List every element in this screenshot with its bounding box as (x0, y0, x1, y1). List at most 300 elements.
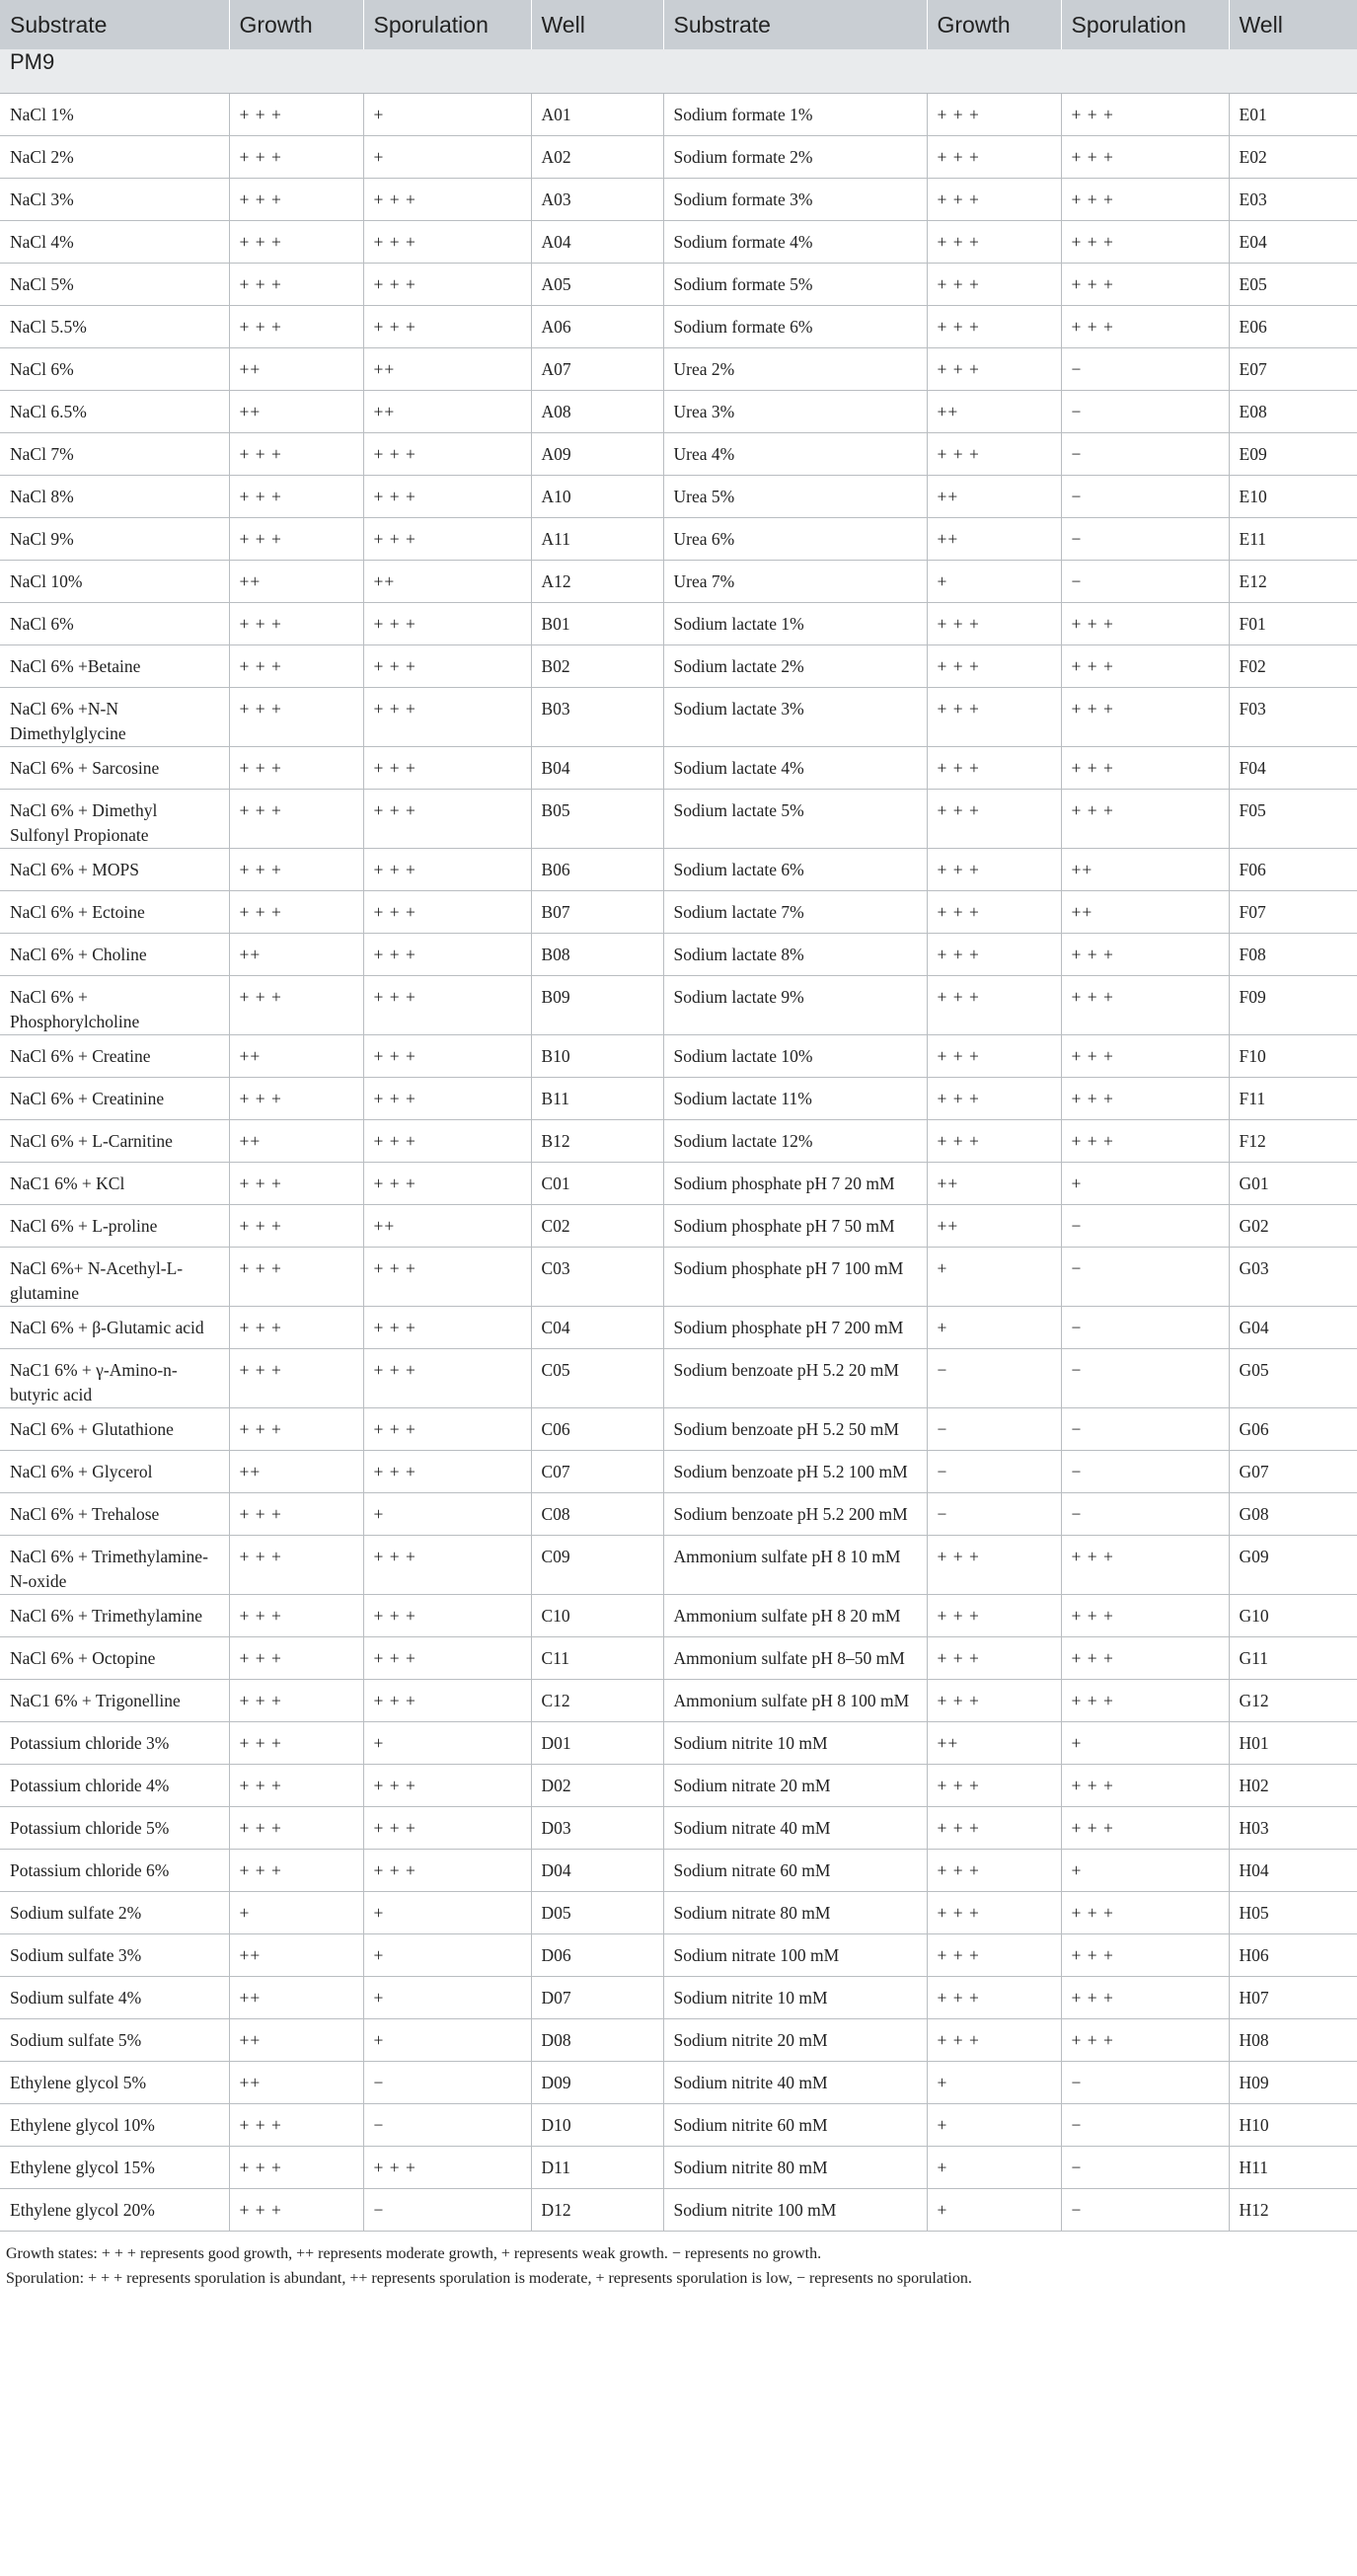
substrate-cell: Sodium nitrite 10 mM (663, 1721, 927, 1764)
header-substrate: Substrate (663, 0, 927, 49)
header-substrate: Substrate (0, 0, 229, 49)
well-cell: A01 (531, 93, 663, 135)
substrate-cell: Sodium lactate 7% (663, 890, 927, 933)
well-cell: H01 (1229, 1721, 1357, 1764)
well-cell: E09 (1229, 432, 1357, 475)
well-cell: B08 (531, 933, 663, 975)
well-cell: A08 (531, 390, 663, 432)
substrate-cell: NaCl 6% + L-Carnitine (0, 1119, 229, 1162)
growth-cell: − (927, 1492, 1061, 1535)
substrate-cell: NaCl 1% (0, 93, 229, 135)
substrate-cell: Potassium chloride 6% (0, 1849, 229, 1891)
well-cell: H09 (1229, 2061, 1357, 2103)
substrate-cell: Ethylene glycol 20% (0, 2188, 229, 2231)
growth-cell: + + + (229, 746, 363, 789)
sporulation-cell: + + + (363, 746, 531, 789)
growth-cell: + + + (229, 1721, 363, 1764)
substrate-cell: NaCl 6% + β-Glutamic acid (0, 1306, 229, 1348)
substrate-cell: Ammonium sulfate pH 8 100 mM (663, 1679, 927, 1721)
substrate-cell: Sodium sulfate 5% (0, 2018, 229, 2061)
sporulation-cell: ++ (1061, 890, 1229, 933)
growth-cell: + (927, 1306, 1061, 1348)
sporulation-cell: + + + (363, 933, 531, 975)
well-cell: B10 (531, 1034, 663, 1077)
table-row (0, 1976, 1357, 2018)
sporulation-cell: + + + (363, 602, 531, 644)
substrate-cell: NaCl 6% + MOPS (0, 848, 229, 890)
growth-cell: ++ (229, 390, 363, 432)
well-cell: A12 (531, 560, 663, 602)
well-cell: B07 (531, 890, 663, 933)
well-cell: E08 (1229, 390, 1357, 432)
table-row (0, 1806, 1357, 1849)
table-row (0, 263, 1357, 305)
sporulation-cell: + + + (1061, 135, 1229, 178)
sporulation-cell: − (1061, 2103, 1229, 2146)
well-cell: A03 (531, 178, 663, 220)
sporulation-cell: − (1061, 1407, 1229, 1450)
substrate-cell: Sodium lactate 5% (663, 789, 927, 848)
sporulation-cell: + + + (1061, 1764, 1229, 1806)
well-cell: A07 (531, 347, 663, 390)
sporulation-cell: + (363, 135, 531, 178)
sporulation-cell: + + + (363, 1348, 531, 1407)
substrate-cell: Urea 7% (663, 560, 927, 602)
table-row (0, 1535, 1357, 1594)
growth-cell: + + + (927, 933, 1061, 975)
table-row (0, 305, 1357, 347)
well-cell: G11 (1229, 1636, 1357, 1679)
well-cell: C01 (531, 1162, 663, 1204)
well-cell: D04 (531, 1849, 663, 1891)
sporulation-cell: + (1061, 1162, 1229, 1204)
well-cell: B03 (531, 687, 663, 746)
table-row (0, 1034, 1357, 1077)
substrate-cell: Ethylene glycol 10% (0, 2103, 229, 2146)
table-row (0, 432, 1357, 475)
well-cell: C02 (531, 1204, 663, 1247)
well-cell: F08 (1229, 933, 1357, 975)
growth-cell: + + + (229, 1806, 363, 1849)
substrate-cell: NaCl 6% +N-N Dimethylglycine (0, 687, 229, 746)
growth-cell: + + + (927, 93, 1061, 135)
table-row (0, 1162, 1357, 1204)
sporulation-cell: + + + (363, 1594, 531, 1636)
well-cell: G10 (1229, 1594, 1357, 1636)
substrate-cell: NaCl 8% (0, 475, 229, 517)
growth-cell: + + + (229, 644, 363, 687)
sporulation-cell: − (1061, 1204, 1229, 1247)
well-cell: E06 (1229, 305, 1357, 347)
sporulation-cell: + + + (1061, 1933, 1229, 1976)
well-cell: A09 (531, 432, 663, 475)
well-cell: C06 (531, 1407, 663, 1450)
well-cell: B11 (531, 1077, 663, 1119)
table-row (0, 93, 1357, 135)
sporulation-cell: + + + (363, 1806, 531, 1849)
header-growth: Growth (229, 0, 363, 49)
sporulation-cell: + + + (1061, 220, 1229, 263)
growth-cell: ++ (229, 1976, 363, 2018)
header-well: Well (531, 0, 663, 49)
sporulation-cell: − (363, 2103, 531, 2146)
substrate-cell: Ammonium sulfate pH 8 20 mM (663, 1594, 927, 1636)
substrate-cell: NaCl 6% + Creatine (0, 1034, 229, 1077)
substrate-cell: NaCl 7% (0, 432, 229, 475)
well-cell: A05 (531, 263, 663, 305)
sporulation-cell: + + + (363, 1077, 531, 1119)
growth-cell: + + + (229, 1407, 363, 1450)
growth-cell: + + + (927, 644, 1061, 687)
sporulation-cell: + + + (1061, 1535, 1229, 1594)
table-row (0, 2018, 1357, 2061)
well-cell: G04 (1229, 1306, 1357, 1348)
footnote-growth: Growth states: + + + represents good growth, ++ represents moderate growth, + represents weak growth. − represents no growth. (6, 2244, 822, 2262)
table-row (0, 1348, 1357, 1407)
growth-cell: − (927, 1407, 1061, 1450)
growth-cell: + + + (927, 1933, 1061, 1976)
growth-cell: + + + (229, 1594, 363, 1636)
growth-cell: ++ (927, 1162, 1061, 1204)
well-cell: A02 (531, 135, 663, 178)
substrate-cell: Sodium formate 6% (663, 305, 927, 347)
table-row (0, 2146, 1357, 2188)
growth-cell: + + + (229, 2103, 363, 2146)
sporulation-cell: + + + (363, 1119, 531, 1162)
growth-cell: ++ (927, 475, 1061, 517)
well-cell: D12 (531, 2188, 663, 2231)
sporulation-cell: − (1061, 517, 1229, 560)
substrate-cell: Urea 4% (663, 432, 927, 475)
growth-cell: + (927, 2103, 1061, 2146)
well-cell: D07 (531, 1976, 663, 2018)
sporulation-cell: + + + (363, 432, 531, 475)
sporulation-cell: ++ (363, 347, 531, 390)
growth-cell: + + + (229, 1204, 363, 1247)
table-row (0, 602, 1357, 644)
substrate-cell: NaCl 6%+ N-Acethyl-L-glutamine (0, 1247, 229, 1306)
well-cell: B09 (531, 975, 663, 1034)
substrate-cell: Sodium sulfate 4% (0, 1976, 229, 2018)
sporulation-cell: + + + (363, 2146, 531, 2188)
growth-cell: ++ (927, 1721, 1061, 1764)
sporulation-cell: + + + (1061, 602, 1229, 644)
growth-cell: ++ (229, 560, 363, 602)
sporulation-cell: + + + (363, 1407, 531, 1450)
substrate-cell: Ammonium sulfate pH 8–50 mM (663, 1636, 927, 1679)
substrate-cell: Sodium lactate 4% (663, 746, 927, 789)
well-cell: H02 (1229, 1764, 1357, 1806)
substrate-cell: NaCl 6% + Trimethylamine-N-oxide (0, 1535, 229, 1594)
well-cell: E10 (1229, 475, 1357, 517)
sporulation-cell: + (1061, 1721, 1229, 1764)
header-well: Well (1229, 0, 1357, 49)
growth-cell: + + + (927, 1849, 1061, 1891)
sporulation-cell: − (1061, 560, 1229, 602)
substrate-cell: Sodium lactate 2% (663, 644, 927, 687)
well-cell: B12 (531, 1119, 663, 1162)
growth-cell: + + + (927, 2018, 1061, 2061)
well-cell: E03 (1229, 178, 1357, 220)
growth-cell: + + + (927, 135, 1061, 178)
substrate-cell: Sodium phosphate pH 7 50 mM (663, 1204, 927, 1247)
sporulation-cell: + + + (363, 644, 531, 687)
sporulation-cell: + (1061, 1849, 1229, 1891)
growth-cell: + + + (927, 746, 1061, 789)
well-cell: H04 (1229, 1849, 1357, 1891)
well-cell: H11 (1229, 2146, 1357, 2188)
substrate-cell: Sodium lactate 10% (663, 1034, 927, 1077)
growth-cell: + + + (229, 687, 363, 746)
substrate-cell: NaCl 5% (0, 263, 229, 305)
growth-cell: ++ (229, 1034, 363, 1077)
well-cell: F01 (1229, 602, 1357, 644)
well-cell: G08 (1229, 1492, 1357, 1535)
sporulation-cell: + + + (363, 1247, 531, 1306)
substrate-cell: Urea 3% (663, 390, 927, 432)
substrate-cell: Sodium nitrite 10 mM (663, 1976, 927, 2018)
substrate-cell: Sodium formate 1% (663, 93, 927, 135)
growth-cell: + + + (229, 602, 363, 644)
well-cell: H08 (1229, 2018, 1357, 2061)
sporulation-cell: − (1061, 475, 1229, 517)
growth-cell: + + + (229, 789, 363, 848)
well-cell: G05 (1229, 1348, 1357, 1407)
well-cell: D09 (531, 2061, 663, 2103)
growth-cell: + + + (927, 1891, 1061, 1933)
well-cell: E04 (1229, 220, 1357, 263)
table-row (0, 1679, 1357, 1721)
sporulation-cell: + + + (1061, 305, 1229, 347)
substrate-cell: Sodium nitrate 60 mM (663, 1849, 927, 1891)
growth-cell: ++ (229, 347, 363, 390)
growth-cell: + + + (229, 2188, 363, 2231)
sporulation-cell: + + + (1061, 263, 1229, 305)
table-row (0, 1636, 1357, 1679)
growth-cell: + + + (927, 305, 1061, 347)
growth-cell: + + + (229, 1679, 363, 1721)
sporulation-cell: − (1061, 1348, 1229, 1407)
sporulation-cell: + + + (1061, 789, 1229, 848)
sporulation-cell: − (1061, 1450, 1229, 1492)
substrate-cell: Sodium benzoate pH 5.2 100 mM (663, 1450, 927, 1492)
substrate-cell: Sodium nitrate 80 mM (663, 1891, 927, 1933)
growth-cell: + + + (229, 263, 363, 305)
growth-cell: + + + (927, 1535, 1061, 1594)
sporulation-cell: + + + (1061, 178, 1229, 220)
growth-cell: + + + (229, 475, 363, 517)
substrate-cell: Sodium nitrate 100 mM (663, 1933, 927, 1976)
sporulation-cell: + + + (363, 517, 531, 560)
growth-cell: − (927, 1450, 1061, 1492)
sporulation-cell: + (363, 2018, 531, 2061)
sporulation-cell: − (1061, 1306, 1229, 1348)
growth-cell: + + + (927, 890, 1061, 933)
growth-cell: + + + (927, 178, 1061, 220)
well-cell: C10 (531, 1594, 663, 1636)
substrate-cell: Sodium formate 4% (663, 220, 927, 263)
sporulation-cell: − (1061, 1247, 1229, 1306)
well-cell: B01 (531, 602, 663, 644)
well-cell: B04 (531, 746, 663, 789)
growth-cell: + + + (229, 1535, 363, 1594)
growth-cell: + + + (229, 848, 363, 890)
growth-cell: + + + (229, 1492, 363, 1535)
substrate-cell: Sodium phosphate pH 7 20 mM (663, 1162, 927, 1204)
well-cell: H07 (1229, 1976, 1357, 2018)
well-cell: F07 (1229, 890, 1357, 933)
section-label: PM9 (0, 49, 1357, 93)
growth-cell: + + + (229, 1636, 363, 1679)
table-row (0, 220, 1357, 263)
substrate-cell: Sodium formate 2% (663, 135, 927, 178)
sporulation-cell: − (1061, 2188, 1229, 2231)
well-cell: A06 (531, 305, 663, 347)
growth-cell: + (927, 2188, 1061, 2231)
sporulation-cell: + + + (363, 1535, 531, 1594)
substrate-cell: Sodium nitrite 20 mM (663, 2018, 927, 2061)
sporulation-cell: + (363, 1492, 531, 1535)
well-cell: F10 (1229, 1034, 1357, 1077)
table-row (0, 517, 1357, 560)
well-cell: C09 (531, 1535, 663, 1594)
well-cell: D10 (531, 2103, 663, 2146)
growth-cell: + + + (229, 220, 363, 263)
substrate-cell: Sodium formate 3% (663, 178, 927, 220)
substrate-cell: Sodium lactate 12% (663, 1119, 927, 1162)
table-row (0, 687, 1357, 746)
table-row (0, 1306, 1357, 1348)
well-cell: C08 (531, 1492, 663, 1535)
table-row (0, 475, 1357, 517)
sporulation-cell: + (363, 93, 531, 135)
growth-cell: + + + (927, 1119, 1061, 1162)
substrate-cell: NaCl 6% + L-proline (0, 1204, 229, 1247)
sporulation-cell: + + + (1061, 2018, 1229, 2061)
growth-cell: + + + (927, 1077, 1061, 1119)
sporulation-cell: + + + (363, 1849, 531, 1891)
well-cell: G07 (1229, 1450, 1357, 1492)
substrate-cell: NaCl 6% + Glutathione (0, 1407, 229, 1450)
substrate-cell: NaCl 6% + Ectoine (0, 890, 229, 933)
sporulation-cell: + + + (363, 687, 531, 746)
well-cell: F11 (1229, 1077, 1357, 1119)
well-cell: B06 (531, 848, 663, 890)
sporulation-cell: + + + (1061, 687, 1229, 746)
section-row (0, 49, 1357, 93)
sporulation-cell: + (363, 1933, 531, 1976)
well-cell: E07 (1229, 347, 1357, 390)
growth-cell: + + + (927, 1594, 1061, 1636)
sporulation-cell: + + + (1061, 644, 1229, 687)
well-cell: G02 (1229, 1204, 1357, 1247)
sporulation-cell: − (1061, 347, 1229, 390)
sporulation-cell: + + + (363, 890, 531, 933)
table-row (0, 1492, 1357, 1535)
growth-cell: + (229, 1891, 363, 1933)
sporulation-cell: − (363, 2061, 531, 2103)
well-cell: D02 (531, 1764, 663, 1806)
well-cell: C04 (531, 1306, 663, 1348)
sporulation-cell: + + + (1061, 1119, 1229, 1162)
growth-cell: ++ (229, 2061, 363, 2103)
substrate-cell: NaCl 6% (0, 602, 229, 644)
sporulation-cell: + + + (1061, 975, 1229, 1034)
growth-cell: + + + (229, 1849, 363, 1891)
table-row (0, 1077, 1357, 1119)
table-row (0, 933, 1357, 975)
growth-cell: + + + (927, 1679, 1061, 1721)
substrate-cell: NaCl 6.5% (0, 390, 229, 432)
table-row (0, 1849, 1357, 1891)
well-cell: A04 (531, 220, 663, 263)
well-cell: H05 (1229, 1891, 1357, 1933)
substrate-cell: Sodium phosphate pH 7 100 mM (663, 1247, 927, 1306)
table-row (0, 746, 1357, 789)
growth-cell: + + + (229, 178, 363, 220)
growth-cell: + + + (927, 848, 1061, 890)
sporulation-cell: + + + (1061, 1679, 1229, 1721)
well-cell: C12 (531, 1679, 663, 1721)
substrate-cell: Sodium nitrite 80 mM (663, 2146, 927, 2188)
table-row (0, 1933, 1357, 1976)
sporulation-cell: + + + (1061, 1077, 1229, 1119)
table-row (0, 1450, 1357, 1492)
table-row (0, 1594, 1357, 1636)
sporulation-cell: + + + (363, 1764, 531, 1806)
growth-cell: ++ (229, 1119, 363, 1162)
well-cell: H03 (1229, 1806, 1357, 1849)
substrate-cell: Sodium benzoate pH 5.2 50 mM (663, 1407, 927, 1450)
substrate-cell: NaCl 2% (0, 135, 229, 178)
growth-cell: + + + (927, 1764, 1061, 1806)
growth-cell: + + + (927, 789, 1061, 848)
sporulation-cell: + + + (363, 1306, 531, 1348)
substrate-cell: NaCl 6% + Choline (0, 933, 229, 975)
well-cell: D01 (531, 1721, 663, 1764)
substrate-cell: Potassium chloride 3% (0, 1721, 229, 1764)
well-cell: H12 (1229, 2188, 1357, 2231)
well-cell: A11 (531, 517, 663, 560)
growth-cell: + (927, 2061, 1061, 2103)
well-cell: D03 (531, 1806, 663, 1849)
table-row (0, 1407, 1357, 1450)
sporulation-cell: + (363, 1721, 531, 1764)
sporulation-cell: + + + (363, 1679, 531, 1721)
header-sporulation: Sporulation (363, 0, 531, 49)
substrate-cell: NaCl 5.5% (0, 305, 229, 347)
substrate-cell: NaC1 6% + KCl (0, 1162, 229, 1204)
well-cell: C07 (531, 1450, 663, 1492)
well-cell: F12 (1229, 1119, 1357, 1162)
substrate-cell: Potassium chloride 4% (0, 1764, 229, 1806)
sporulation-cell: + + + (363, 220, 531, 263)
well-cell: D11 (531, 2146, 663, 2188)
table-row (0, 1764, 1357, 1806)
table-row (0, 789, 1357, 848)
growth-cell: + + + (927, 1034, 1061, 1077)
substrate-cell: NaCl 6% + Sarcosine (0, 746, 229, 789)
growth-cell: + + + (229, 517, 363, 560)
growth-cell: + (927, 1247, 1061, 1306)
table-row (0, 135, 1357, 178)
growth-cell: + + + (927, 432, 1061, 475)
substrate-cell: Sodium nitrite 100 mM (663, 2188, 927, 2231)
growth-cell: − (927, 1348, 1061, 1407)
well-cell: C03 (531, 1247, 663, 1306)
sporulation-cell: ++ (363, 390, 531, 432)
substrate-cell: Sodium benzoate pH 5.2 200 mM (663, 1492, 927, 1535)
